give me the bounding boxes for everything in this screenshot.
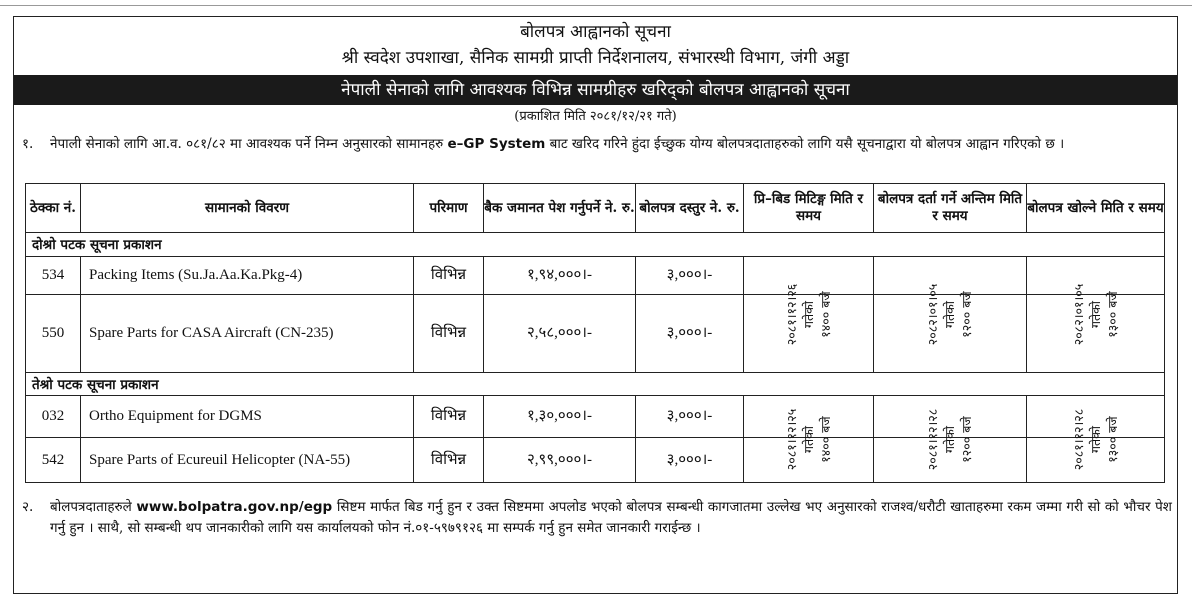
tender-no: 534: [26, 257, 81, 294]
regdate-cell: [874, 257, 1027, 372]
text-part: बाट खरिद गरिने हुंदा ईच्छुक योग्य बोलपत्रदाताहरुको लागि यसै सूचनाद्वारा यो बोलपत्र आह्वान गरिएको छ ।: [545, 136, 1065, 152]
egp-system: e–GP System: [447, 136, 546, 152]
bank-bond: २,९९,०००।-: [484, 438, 636, 482]
text-part: बोलपत्रदाताहरुले: [50, 499, 137, 515]
time-text: १३०० बजे: [1104, 291, 1120, 338]
tender-no: 550: [26, 295, 81, 372]
tender-table: [25, 183, 1165, 483]
text-part: सिष्टम मार्फत बिड गर्नु हुन र उक्त सिष्टममा अपलोड भएको बोलपत्र सम्बन्धी कागजातमा उल्लेख भए अनुसारको राजश्व/धरौटी खाताहरुमा रकम जम्मा गरी सो को भौचर पेश गर्नु हुन । साथै, सो सम्बन्धी थप जानकारीको लागि यस कार्यालयको फोन नं.०१-५९७९१२६ मा सम्पर्क गर्नु हुन समेत जानकारी गराईन्छ ।: [50, 499, 1172, 536]
date-text: २०८१।१२।२६: [783, 283, 799, 346]
prebid-datetime: [783, 408, 834, 469]
item-qty: विभिन्न: [414, 257, 484, 294]
paragraph-number: १.: [22, 136, 34, 152]
tender-fee: ३,०००।-: [636, 438, 744, 482]
bank-bond: २,५८,०००।-: [484, 295, 636, 372]
time-text: १४०० बजे: [817, 291, 833, 338]
bank-bond: १,९४,०००।-: [484, 257, 636, 294]
paragraph-text: [22, 134, 1172, 155]
day-text: गतेको: [800, 300, 816, 329]
item-desc: Packing Items (Su.Ja.Aa.Ka.Pkg-4): [81, 257, 414, 294]
top-rule: [0, 5, 1192, 6]
regdate-datetime: [924, 284, 975, 345]
tender-fee: ३,०००।-: [636, 257, 744, 294]
header-regdate: बोलपत्र दर्ता गर्ने अन्तिम मिति र समय: [874, 184, 1027, 232]
header-prebid: प्रि–बिड मिटिङ्ग मिति र समय: [744, 184, 874, 232]
paragraph-1: [22, 134, 1172, 155]
time-text: १२०० बजे: [959, 415, 975, 463]
day-text: गतेको: [1087, 425, 1103, 453]
bank-bond: १,३०,०००।-: [484, 396, 636, 437]
regdate-datetime: [924, 408, 975, 469]
header-opendate: बोलपत्र खोल्ने मिति र समय: [1027, 199, 1164, 216]
item-desc: Ortho Equipment for DGMS: [81, 396, 414, 437]
notice-banner: नेपाली सेनाको लागि आवश्यक विभिन्न सामग्रीहरु खरिद्को बोलपत्र आह्वानको सूचना: [14, 75, 1177, 105]
item-desc: Spare Parts of Ecureuil Helicopter (NA-55): [81, 438, 414, 482]
item-qty: विभिन्न: [414, 295, 484, 372]
notice-frame: [13, 16, 1178, 594]
opendate-datetime: [1070, 284, 1121, 345]
time-text: १२०० बजे: [959, 291, 975, 338]
bolpatra-url[interactable]: www.bolpatra.gov.np/egp: [136, 499, 333, 515]
item-qty: विभिन्न: [414, 438, 484, 482]
day-text: गतेको: [942, 425, 958, 453]
tender-fee: ३,०००।-: [636, 295, 744, 372]
item-qty: विभिन्न: [414, 396, 484, 437]
date-text: २०८१।१२।२५: [783, 408, 799, 470]
prebid-cell: [744, 396, 874, 482]
time-text: १३०० बजे: [1104, 415, 1120, 463]
tender-no: 542: [26, 438, 81, 482]
date-text: २०८२।०१।०५: [925, 283, 941, 346]
paragraph-text: [22, 497, 1172, 539]
header-fee: बोलपत्र दस्तुर ने. रु.: [636, 184, 744, 232]
date-text: २०८१।१२।२८: [1070, 408, 1086, 470]
section-title: दोश्रो पटक सूचना प्रकाशन: [26, 233, 1164, 257]
tender-fee: ३,०००।-: [636, 396, 744, 437]
day-text: गतेको: [1087, 300, 1103, 329]
day-text: गतेको: [800, 425, 816, 453]
text-part: नेपाली सेनाको लागि आ.व. ०८१/८२ मा आवश्यक पर्ने निम्न अनुसारको सामानहरु: [50, 136, 448, 152]
day-text: गतेको: [942, 300, 958, 329]
date-text: २०८१।१२।२८: [925, 408, 941, 470]
paragraph-number: २.: [22, 499, 34, 515]
notice-title: बोलपत्र आह्वानको सूचना: [520, 22, 671, 42]
opendate-cell: [1027, 396, 1164, 482]
date-text: २०८२।०१।०५: [1070, 283, 1086, 346]
tender-no: 032: [26, 396, 81, 437]
regdate-cell: [874, 396, 1027, 482]
section-title: तेश्रो पटक सूचना प्रकाशन: [26, 372, 1164, 396]
item-desc: Spare Parts for CASA Aircraft (CN-235): [81, 295, 414, 372]
header-desc: सामानको विवरण: [81, 184, 414, 232]
header-qty: परिमाण: [414, 184, 484, 232]
office-name: श्री स्वदेश उपशाखा, सैनिक सामग्री प्राप्ती निर्देशनालय, संभारस्थी विभाग, जंगी अड्डा: [341, 48, 850, 68]
opendate-datetime: [1070, 408, 1121, 469]
prebid-datetime: [783, 284, 834, 345]
table-header: [26, 184, 1164, 233]
published-date: (प्रकाशित मिति २०८१/१२/२१ गते): [514, 109, 677, 124]
prebid-cell: [744, 257, 874, 372]
header-bond: बैक जमानत पेश गर्नुपर्ने ने. रु.: [484, 184, 636, 232]
paragraph-2: [22, 497, 1172, 539]
header-no: ठेक्का नं.: [26, 184, 81, 232]
opendate-cell: [1027, 257, 1164, 372]
time-text: १४०० बजे: [817, 415, 833, 463]
